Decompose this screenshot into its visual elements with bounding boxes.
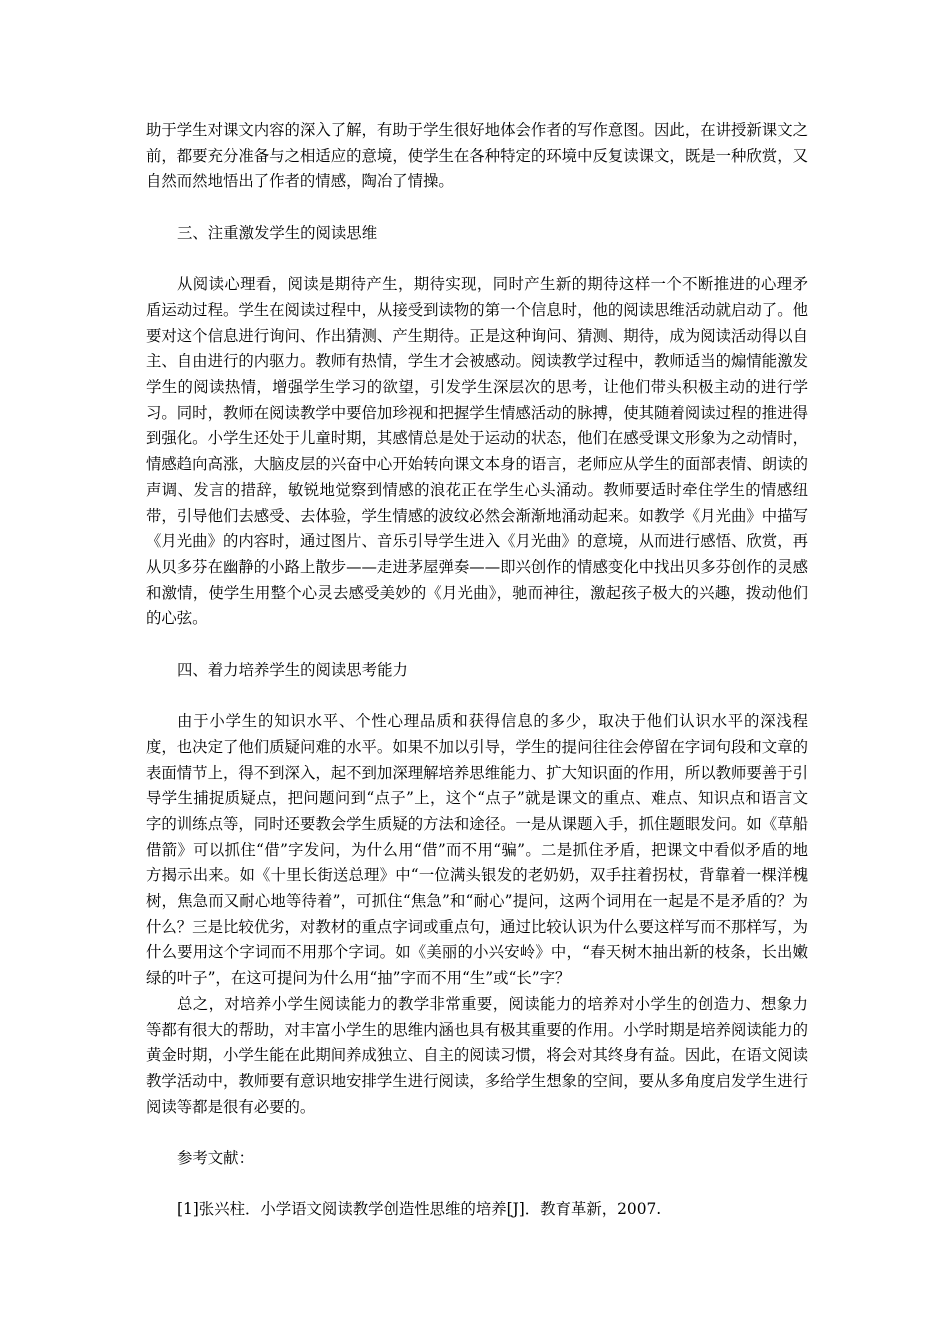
references-heading: 参考文献：	[177, 1149, 254, 1168]
document-page	[146, 118, 808, 1223]
body-paragraph-thinking-ability: 由于小学生的知识水平、个性心理品质和获得信息的多少，取决于他们认识水平的深浅程度，也决定了他们质疑问难的水平。如果不加以引导，学生的提问往往会停留在字词句段和文章的表面情节上，得不到深入，起不到加深理解培养思维能力、扩大知识面的作用，所以教师要善于引导学生捕捉质疑点，把问题问到“点子”上，这个“点子”就是课文的重点、难点、知识点和语言文字的训练点等，同时还要教会学生质疑的方法和途径。一是从课题入手，抓住题眼发问。如《草船借箭》可以抓住“借”字发问，为什么用“借”而不用“骗”。二是抓住矛盾，把课文中看似矛盾的地方揭示出来。如《十里长街送总理》中“一位满头银发的老奶奶，双手拄着拐杖，背靠着一棵洋槐树，焦急而又耐心地等待着”，可抓住“焦急”和“耐心”提问，这两个词用在一起是不是矛盾的？为什么？三是比较优劣，对教材的重点字词或重点句，通过比较认识为什么要这样写而不那样写，为什么要用这个字词而不用那个字词。如《美丽的小兴安岭》中，“春天树木抽出新的枝条，长出嫩绿的叶子”，在这可提问为什么用“抽”字而不用“生”或“长”字？	[146, 712, 808, 988]
body-paragraph-continuation: 助于学生对课文内容的深入了解，有助于学生很好地体会作者的写作意图。因此，在讲授新课文之前，都要充分准备与之相适应的意境，使学生在各种特定的环境中反复读课文，既是一种欣赏，又自然而然地悟出了作者的情感，陶冶了情操。	[146, 121, 808, 191]
body-paragraph-reading-thinking: 从阅读心理看，阅读是期待产生，期待实现，同时产生新的期待这样一个不断推进的心理矛盾运动过程。学生在阅读过程中，从接受到读物的第一个信息时，他的阅读思维活动就启动了。他要对这个信息进行询问、作出猜测、产生期待。正是这种询问、猜测、期待，成为阅读活动得以自主、自由进行的内驱力。教师有热情，学生才会被感动。阅读教学过程中，教师适当的煽情能激发学生的阅读热情，增强学生学习的欲望，引发学生深层次的思考，让他们带头积极主动的进行学习。同时，教师在阅读教学中要倍加珍视和把握学生情感活动的脉搏，使其随着阅读过程的推进得到强化。小学生还处于儿童时期，其感情总是处于运动的状态，他们在感受课文形象为之动情时，情感趋向高涨，大脑皮层的兴奋中心开始转向课文本身的语言，老师应从学生的面部表情、朗读的声调、发言的措辞，敏锐地觉察到情感的浪花正在学生心头涌动。教师要适时牵住学生的情感纽带，引导他们去感受、去体验，学生情感的波纹必然会渐渐地涌动起来。如教学《月光曲》中描写《月光曲》的内容时，通过图片、音乐引导学生进入《月光曲》的意境，从而进行感悟、欣赏，再从贝多芬在幽静的小路上散步——走进茅屋弹奏——即兴创作的情感变化中找出贝多芬创作的灵感和激情，使学生用整个心灵去感受美妙的《月光曲》，驰而神往，激起孩子极大的兴趣，拨动他们的心弦。	[146, 275, 808, 628]
section-heading-4: 四、着力培养学生的阅读思考能力	[177, 660, 408, 679]
reference-item-1: [1]张兴柱．小学语文阅读教学创造性思维的培养[J]．教育革新，2007.	[177, 1200, 662, 1219]
body-paragraph-conclusion: 总之，对培养小学生阅读能力的教学非常重要，阅读能力的培养对小学生的创造力、想象力等都有很大的帮助，对丰富小学生的思维内涵也具有极其重要的作用。小学时期是培养阅读能力的黄金时期，小学生能在此期间养成独立、自主的阅读习惯，将会对其终身有益。因此，在语文阅读教学活动中，教师要有意识地安排学生进行阅读，多给学生想象的空间，要从多角度启发学生进行阅读等都是很有必要的。	[146, 994, 808, 1116]
section-heading-3: 三、注重激发学生的阅读思维	[177, 223, 378, 242]
